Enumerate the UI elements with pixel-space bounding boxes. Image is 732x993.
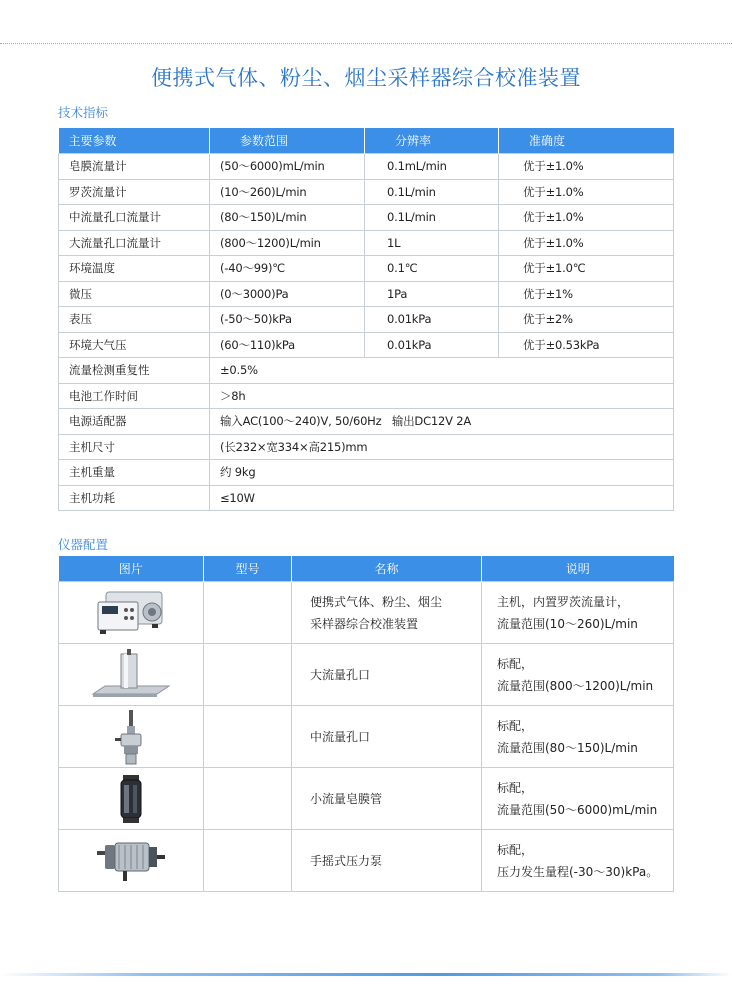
param-accuracy: 优于±0.53kPa — [499, 332, 674, 358]
param-resolution: 0.1mL/min — [365, 154, 499, 180]
table-row — [59, 281, 674, 307]
item-desc-line: 标配， — [497, 842, 534, 857]
param-name: 电池工作时间 — [59, 383, 210, 409]
item-name — [292, 582, 482, 644]
item-desc-line: 流量范围(80～150)L/min — [497, 740, 638, 755]
specs-table — [58, 128, 674, 511]
config-header-image: 图片 — [59, 556, 204, 582]
param-range: (80～150)L/min — [210, 205, 365, 231]
param-resolution: 0.01kPa — [365, 307, 499, 333]
param-accuracy: 优于±2% — [499, 307, 674, 333]
param-name: 环境温度 — [59, 256, 210, 282]
param-value: (长232×宽334×高215)mm — [210, 434, 674, 460]
footer-gradient-line — [0, 973, 732, 976]
param-range: (-50～50)kPa — [210, 307, 365, 333]
table-row — [59, 332, 674, 358]
item-name — [292, 644, 482, 706]
item-name-line: 中流量孔口 — [310, 729, 371, 744]
param-range: (-40～99)℃ — [210, 256, 365, 282]
param-resolution: 0.01kPa — [365, 332, 499, 358]
param-range: (10～260)L/min — [210, 179, 365, 205]
specs-header-row — [59, 128, 674, 154]
param-range: (50～6000)mL/min — [210, 154, 365, 180]
item-desc-line: 压力发生量程(-30～30)kPa。 — [497, 864, 659, 879]
specs-section-label: 技术指标 — [58, 105, 109, 120]
model-cell — [204, 830, 292, 892]
table-row — [59, 154, 674, 180]
soap-film-tube-image — [59, 768, 204, 830]
item-desc-line: 流量范围(10～260)L/min — [497, 616, 638, 631]
param-name: 主机功耗 — [59, 485, 210, 511]
table-row — [59, 582, 674, 644]
item-name-line: 便携式气体、粉尘、烟尘 — [310, 594, 443, 609]
table-row — [59, 485, 674, 511]
table-row — [59, 230, 674, 256]
param-name: 环境大气压 — [59, 332, 210, 358]
hand-pump-image — [59, 830, 204, 892]
param-range: (60～110)kPa — [210, 332, 365, 358]
param-resolution: 1Pa — [365, 281, 499, 307]
item-desc-line: 主机，内置罗茨流量计， — [497, 594, 630, 609]
param-name: 微压 — [59, 281, 210, 307]
param-value: ＞8h — [210, 383, 674, 409]
main-unit-image — [59, 582, 204, 644]
param-name: 罗茨流量计 — [59, 179, 210, 205]
item-name-line: 小流量皂膜管 — [310, 791, 383, 806]
model-cell — [204, 706, 292, 768]
param-value: ±0.5% — [210, 358, 674, 384]
table-row — [59, 434, 674, 460]
param-resolution: 0.1L/min — [365, 205, 499, 231]
item-desc-line: 标配， — [497, 780, 534, 795]
table-row — [59, 460, 674, 486]
table-row — [59, 256, 674, 282]
config-header-desc: 说明 — [482, 556, 674, 582]
param-name: 中流量孔口流量计 — [59, 205, 210, 231]
config-section-label: 仪器配置 — [58, 537, 109, 552]
item-desc — [482, 830, 674, 892]
table-row — [59, 179, 674, 205]
item-desc-line: 流量范围(800～1200)L/min — [497, 678, 654, 693]
config-header-model: 型号 — [204, 556, 292, 582]
table-row — [59, 768, 674, 830]
param-accuracy: 优于±1.0℃ — [499, 256, 674, 282]
table-row — [59, 644, 674, 706]
config-header-row — [59, 556, 674, 582]
model-cell — [204, 644, 292, 706]
param-accuracy: 优于±1% — [499, 281, 674, 307]
item-desc-line: 标配， — [497, 718, 534, 733]
param-name: 电源适配器 — [59, 409, 210, 435]
item-name-line: 采样器综合校准装置 — [310, 616, 419, 631]
item-name-line: 大流量孔口 — [310, 667, 371, 682]
item-desc — [482, 768, 674, 830]
specs-header-resolution: 分辨率 — [365, 128, 499, 154]
param-resolution: 0.1℃ — [365, 256, 499, 282]
medium-orifice-image — [59, 706, 204, 768]
item-name — [292, 830, 482, 892]
param-name: 皂膜流量计 — [59, 154, 210, 180]
specs-header-range: 参数范围 — [210, 128, 365, 154]
param-resolution: 0.1L/min — [365, 179, 499, 205]
item-name-line: 手摇式压力泵 — [310, 853, 383, 868]
param-name: 表压 — [59, 307, 210, 333]
param-name: 流量检测重复性 — [59, 358, 210, 384]
table-row — [59, 205, 674, 231]
item-desc — [482, 582, 674, 644]
param-value: 输入AC(100～240)V, 50/60Hz 输出DC12V 2A — [210, 409, 674, 435]
top-dotted-rule — [0, 43, 732, 44]
config-table — [58, 556, 674, 892]
param-accuracy: 优于±1.0% — [499, 205, 674, 231]
table-row — [59, 409, 674, 435]
param-range: (800～1200)L/min — [210, 230, 365, 256]
item-name — [292, 706, 482, 768]
specs-header-param: 主要参数 — [59, 128, 210, 154]
model-cell — [204, 768, 292, 830]
item-desc-line: 标配， — [497, 656, 534, 671]
param-value: ≤10W — [210, 485, 674, 511]
param-accuracy: 优于±1.0% — [499, 230, 674, 256]
table-row — [59, 358, 674, 384]
item-name — [292, 768, 482, 830]
page-title: 便携式气体、粉尘、烟尘采样器综合校准装置 — [151, 66, 581, 90]
config-header-name: 名称 — [292, 556, 482, 582]
param-name: 大流量孔口流量计 — [59, 230, 210, 256]
item-desc — [482, 706, 674, 768]
table-row — [59, 706, 674, 768]
large-orifice-image — [59, 644, 204, 706]
param-name: 主机尺寸 — [59, 434, 210, 460]
param-name: 主机重量 — [59, 460, 210, 486]
specs-header-accuracy: 准确度 — [499, 128, 674, 154]
item-desc-line: 流量范围(50～6000)mL/min — [497, 802, 658, 817]
table-row — [59, 383, 674, 409]
param-range: (0～3000)Pa — [210, 281, 365, 307]
param-accuracy: 优于±1.0% — [499, 154, 674, 180]
param-value: 约 9kg — [210, 460, 674, 486]
table-row — [59, 830, 674, 892]
table-row — [59, 307, 674, 333]
param-resolution: 1L — [365, 230, 499, 256]
model-cell — [204, 582, 292, 644]
param-accuracy: 优于±1.0% — [499, 179, 674, 205]
item-desc — [482, 644, 674, 706]
